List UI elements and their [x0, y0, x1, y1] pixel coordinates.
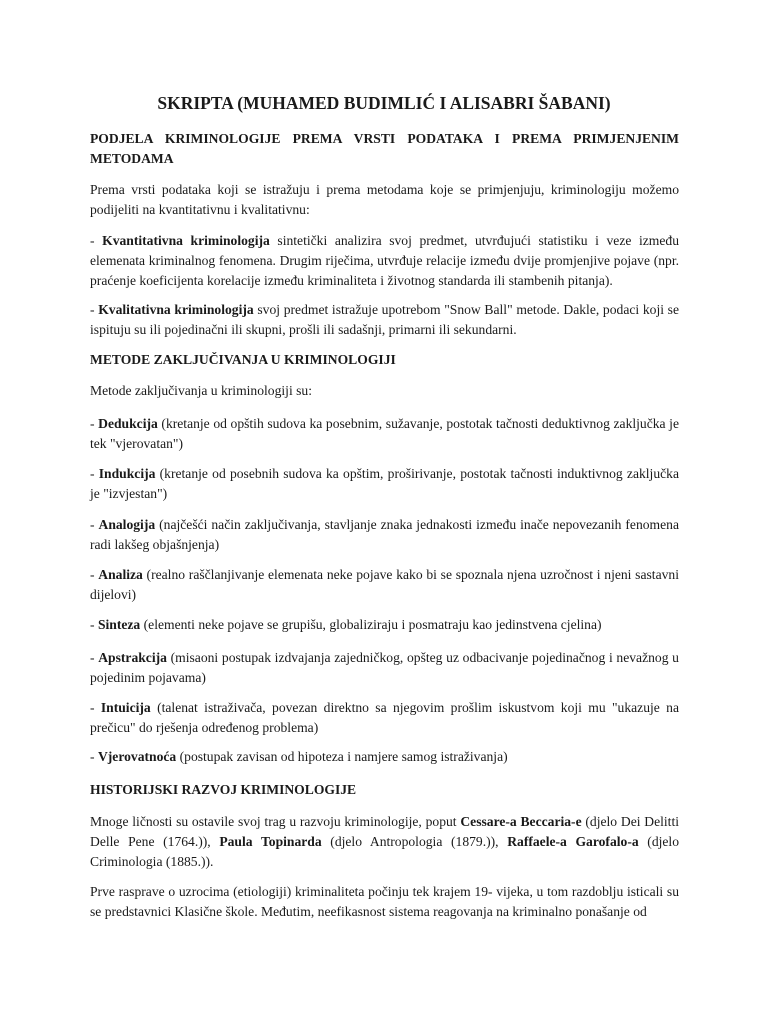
list-item [90, 464, 679, 504]
term-bold: Analogija [98, 517, 156, 532]
paragraph-text [90, 464, 679, 504]
name-bold: Raffaele-a Garofalo-a [507, 834, 639, 849]
paragraph-text: Metode zaključivanja u kriminologiji su: [90, 383, 312, 398]
list-item [90, 615, 679, 635]
item-text: (kretanje od opštih sudova ka posebnim, sužavanje, postotak tačnosti deduktivnog zaključka je tek "vjerovatan") [90, 416, 679, 451]
text-run: (djelo Antropologia (1879.)), [321, 834, 508, 849]
heading-text: HISTORIJSKI RAZVOJ KRIMINOLOGIJE [90, 782, 357, 797]
text-run: Mnoge ličnosti su ostavile svoj trag u razvoju kriminologije, poput [90, 814, 461, 829]
paragraph-text: Prema vrsti podataka koji se istražuju i prema metodama koje se primjenjuju, kriminologiju možemo podijeliti na kvantitativnu i kvalitativnu: [90, 182, 679, 217]
paragraph-intro [90, 180, 679, 220]
item-prefix: - [90, 466, 99, 481]
item-text: svoj predmet istražuje upotrebom "Snow Ball" metode. Dakle, podaci koji se ispituju su ili pojedinačni ili skupni, prošli ili sadašnji, primarni ili sekundarni. [90, 302, 679, 337]
paragraph-text [90, 698, 679, 738]
term-bold: Kvantitativna kriminologija [102, 233, 270, 248]
item-prefix: - [90, 700, 101, 715]
text-run: (djelo Dei Delitti Delle Pene (1764.)), [90, 814, 680, 849]
term-bold: Kvalitativna kriminologija [98, 302, 254, 317]
paragraph-text [90, 515, 679, 555]
list-item [90, 648, 679, 688]
item-prefix: - [90, 302, 99, 317]
paragraph-text [90, 414, 679, 454]
term-bold: Analiza [98, 567, 143, 582]
item-prefix: - [90, 749, 98, 764]
list-item [90, 698, 679, 738]
item-prefix: - [90, 416, 99, 431]
list-item [90, 515, 679, 555]
list-item [90, 414, 679, 454]
section-heading-metode [90, 350, 679, 370]
paragraph-kvalitativna [90, 300, 679, 340]
term-bold: Intuicija [100, 700, 151, 715]
paragraph-text: Prve rasprave o uzrocima (etiologiji) kriminaliteta počinju tek krajem 19- vijeka, u tom razdoblju isticali su se predstavnici Klasične škole. Međutim, neefikasnost sistema reagovanja na kriminalno ponašanje od [90, 884, 679, 919]
item-text: (kretanje od posebnih sudova ka opštim, proširivanje, postotak tačnosti induktivnog zaključka je "izvjestan") [90, 466, 679, 501]
item-text: (talenat istraživača, povezan direktno sa njegovim prošlim iskustvom koji mu "ukazuje na prečicu" do rješenja određenog problema) [90, 700, 679, 735]
section-heading-podjela [90, 129, 679, 169]
heading-text: PODJELA KRIMINOLOGIJE PREMA VRSTI PODATAKA I PREMA PRIMJENJENIM METODAMA [90, 131, 679, 166]
item-text: (realno raščlanjivanje elemenata neke pojave kako bi se spoznala njena uzročnost i njeni sastavni dijelovi) [90, 567, 679, 602]
paragraph-text [90, 648, 679, 688]
name-bold: Paula Topinarda [219, 834, 322, 849]
term-bold: Indukcija [98, 466, 156, 481]
term-bold: Apstrakcija [98, 650, 167, 665]
item-prefix: - [90, 617, 98, 632]
item-prefix: - [90, 650, 99, 665]
item-text: (najčešći način zaključivanja, stavljanje znaka jednakosti između inače nepovezanih fenomena radi lakšeg objašnjenja) [90, 517, 679, 552]
section-heading-historijski [90, 780, 679, 800]
term-bold: Sinteza [97, 617, 141, 632]
list-item [90, 747, 679, 767]
term-bold: Dedukcija [98, 416, 158, 431]
term-bold: Vjerovatnoća [97, 749, 177, 764]
item-text: sintetički analizira svoj predmet, utvrđujući statistiku i veze između elemenata kriminalnog fenomena. Drugim riječima, utvrđuje relacije između dvije promjenjive pojave (npr. praćenje koeficijenta korelacije između kriminaliteta i životnog standarda ili stambenih pitanja). [90, 233, 679, 288]
paragraph-text [90, 615, 679, 635]
item-prefix: - [90, 517, 99, 532]
paragraph-kvantitativna [90, 231, 679, 291]
item-text: (postupak zavisan od hipoteza i namjere samog istraživanja) [176, 749, 508, 764]
paragraph-text [90, 231, 679, 291]
heading-text: METODE ZAKLJUČIVANJA U KRIMINOLOGIJI [90, 352, 396, 367]
name-bold: Cessare-a Beccaria-e [460, 814, 582, 829]
item-text: (misaoni postupak izdvajanja zajedničkog, opšteg uz odbacivanje pojedinačnog i nevažnog u pojedinim pojavama) [90, 650, 679, 685]
paragraph-text [90, 300, 679, 340]
paragraph-text [90, 747, 679, 767]
item-prefix: - [90, 567, 99, 582]
paragraph-historija-2 [90, 882, 679, 922]
item-prefix: - [90, 233, 103, 248]
paragraph-metode-intro [90, 381, 679, 401]
list-item [90, 565, 679, 605]
document-title: SKRIPTA (MUHAMED BUDIMLIĆ I ALISABRI ŠABANI) [157, 93, 611, 113]
text-run: (djelo Criminologia (1885.)). [90, 834, 679, 869]
item-text: (elementi neke pojave se grupišu, globaliziraju i posmatraju kao jedinstvena cjelina) [140, 617, 602, 632]
paragraph-historija-1 [90, 812, 679, 872]
paragraph-text [90, 565, 679, 605]
paragraph-text [90, 812, 679, 872]
